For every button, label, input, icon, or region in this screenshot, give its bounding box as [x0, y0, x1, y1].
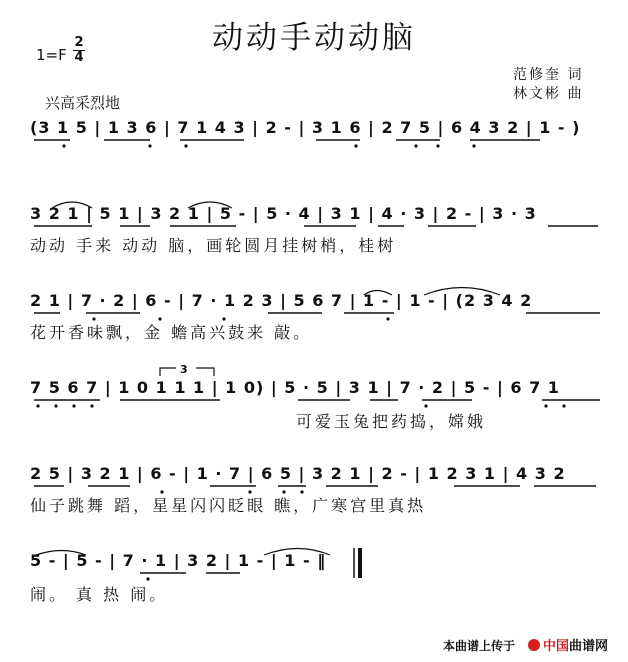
site-logo-icon	[528, 639, 540, 651]
tempo-marking: 兴高采烈地	[45, 94, 121, 112]
lyricist-credit: 范修奎 词	[513, 67, 584, 83]
lyrics-row-6: 闹。 真 热 闹。	[30, 585, 169, 604]
notation-row-6: 5 - | 5 - | 7 · 1 | 3 2 | 1 - | 1 - ‖	[30, 551, 327, 570]
page-title: 动动手动动脑	[212, 20, 416, 56]
notation-row-1: (3 1 5 | 1 3 6 | 7 1 4 3 | 2 - | 3 1 6 | 2 7 5 | 6 4 3 2 | 1 - )	[30, 118, 581, 137]
lyrics-row-3: 花开香味飘，金 蟾高兴鼓来 敲。	[30, 323, 313, 342]
tie-arcs	[36, 202, 500, 555]
composer-credit: 林文彬 曲	[513, 86, 584, 102]
notation-row-5: 2 5 | 3 2 1 | 6 - | 1 · 7 | 6 5 | 3 2 1 | 2 - | 1 2 3 1 | 4 3 2	[30, 464, 566, 483]
time-signature-denominator: 4	[74, 50, 84, 65]
final-barline	[354, 548, 360, 578]
lyrics-row-2: 动动 手来 动动 脑，画轮圆月挂树梢，桂树	[30, 236, 397, 255]
notation-row-4: 7 5 6 7 | 1 0 1 1 1 | 1 0) | 5 · 5 | 3 1 | 7 · 2 | 5 - | 6 7 1	[30, 378, 560, 397]
notation-row-2: 3 2 1 | 5 1 | 3 2 1 | 5 - | 5 · 4 | 3 1 | 4 · 3 | 2 - | 3 · 3	[30, 204, 537, 223]
time-signature-numerator: 2	[74, 35, 84, 50]
site-logo: 中国曲谱网	[528, 635, 608, 654]
octave-dots	[36, 144, 565, 580]
triplet-number: 3	[180, 363, 188, 376]
beam-lines	[34, 140, 600, 573]
lyrics-row-4: 可爱玉兔把药捣，嫦娥	[296, 412, 487, 431]
lyrics-row-5: 仙子跳舞 蹈，星星闪闪眨眼 瞧，广寒宫里真热	[30, 496, 427, 515]
notation-row-3: 2 1 | 7 · 2 | 6 - | 7 · 1 2 3 | 5 6 7 | 1 - | 1 - | (2 3 4 2	[30, 291, 533, 310]
key-signature: 1=F	[36, 46, 67, 64]
upload-footer: 本曲谱上传于	[443, 639, 516, 653]
